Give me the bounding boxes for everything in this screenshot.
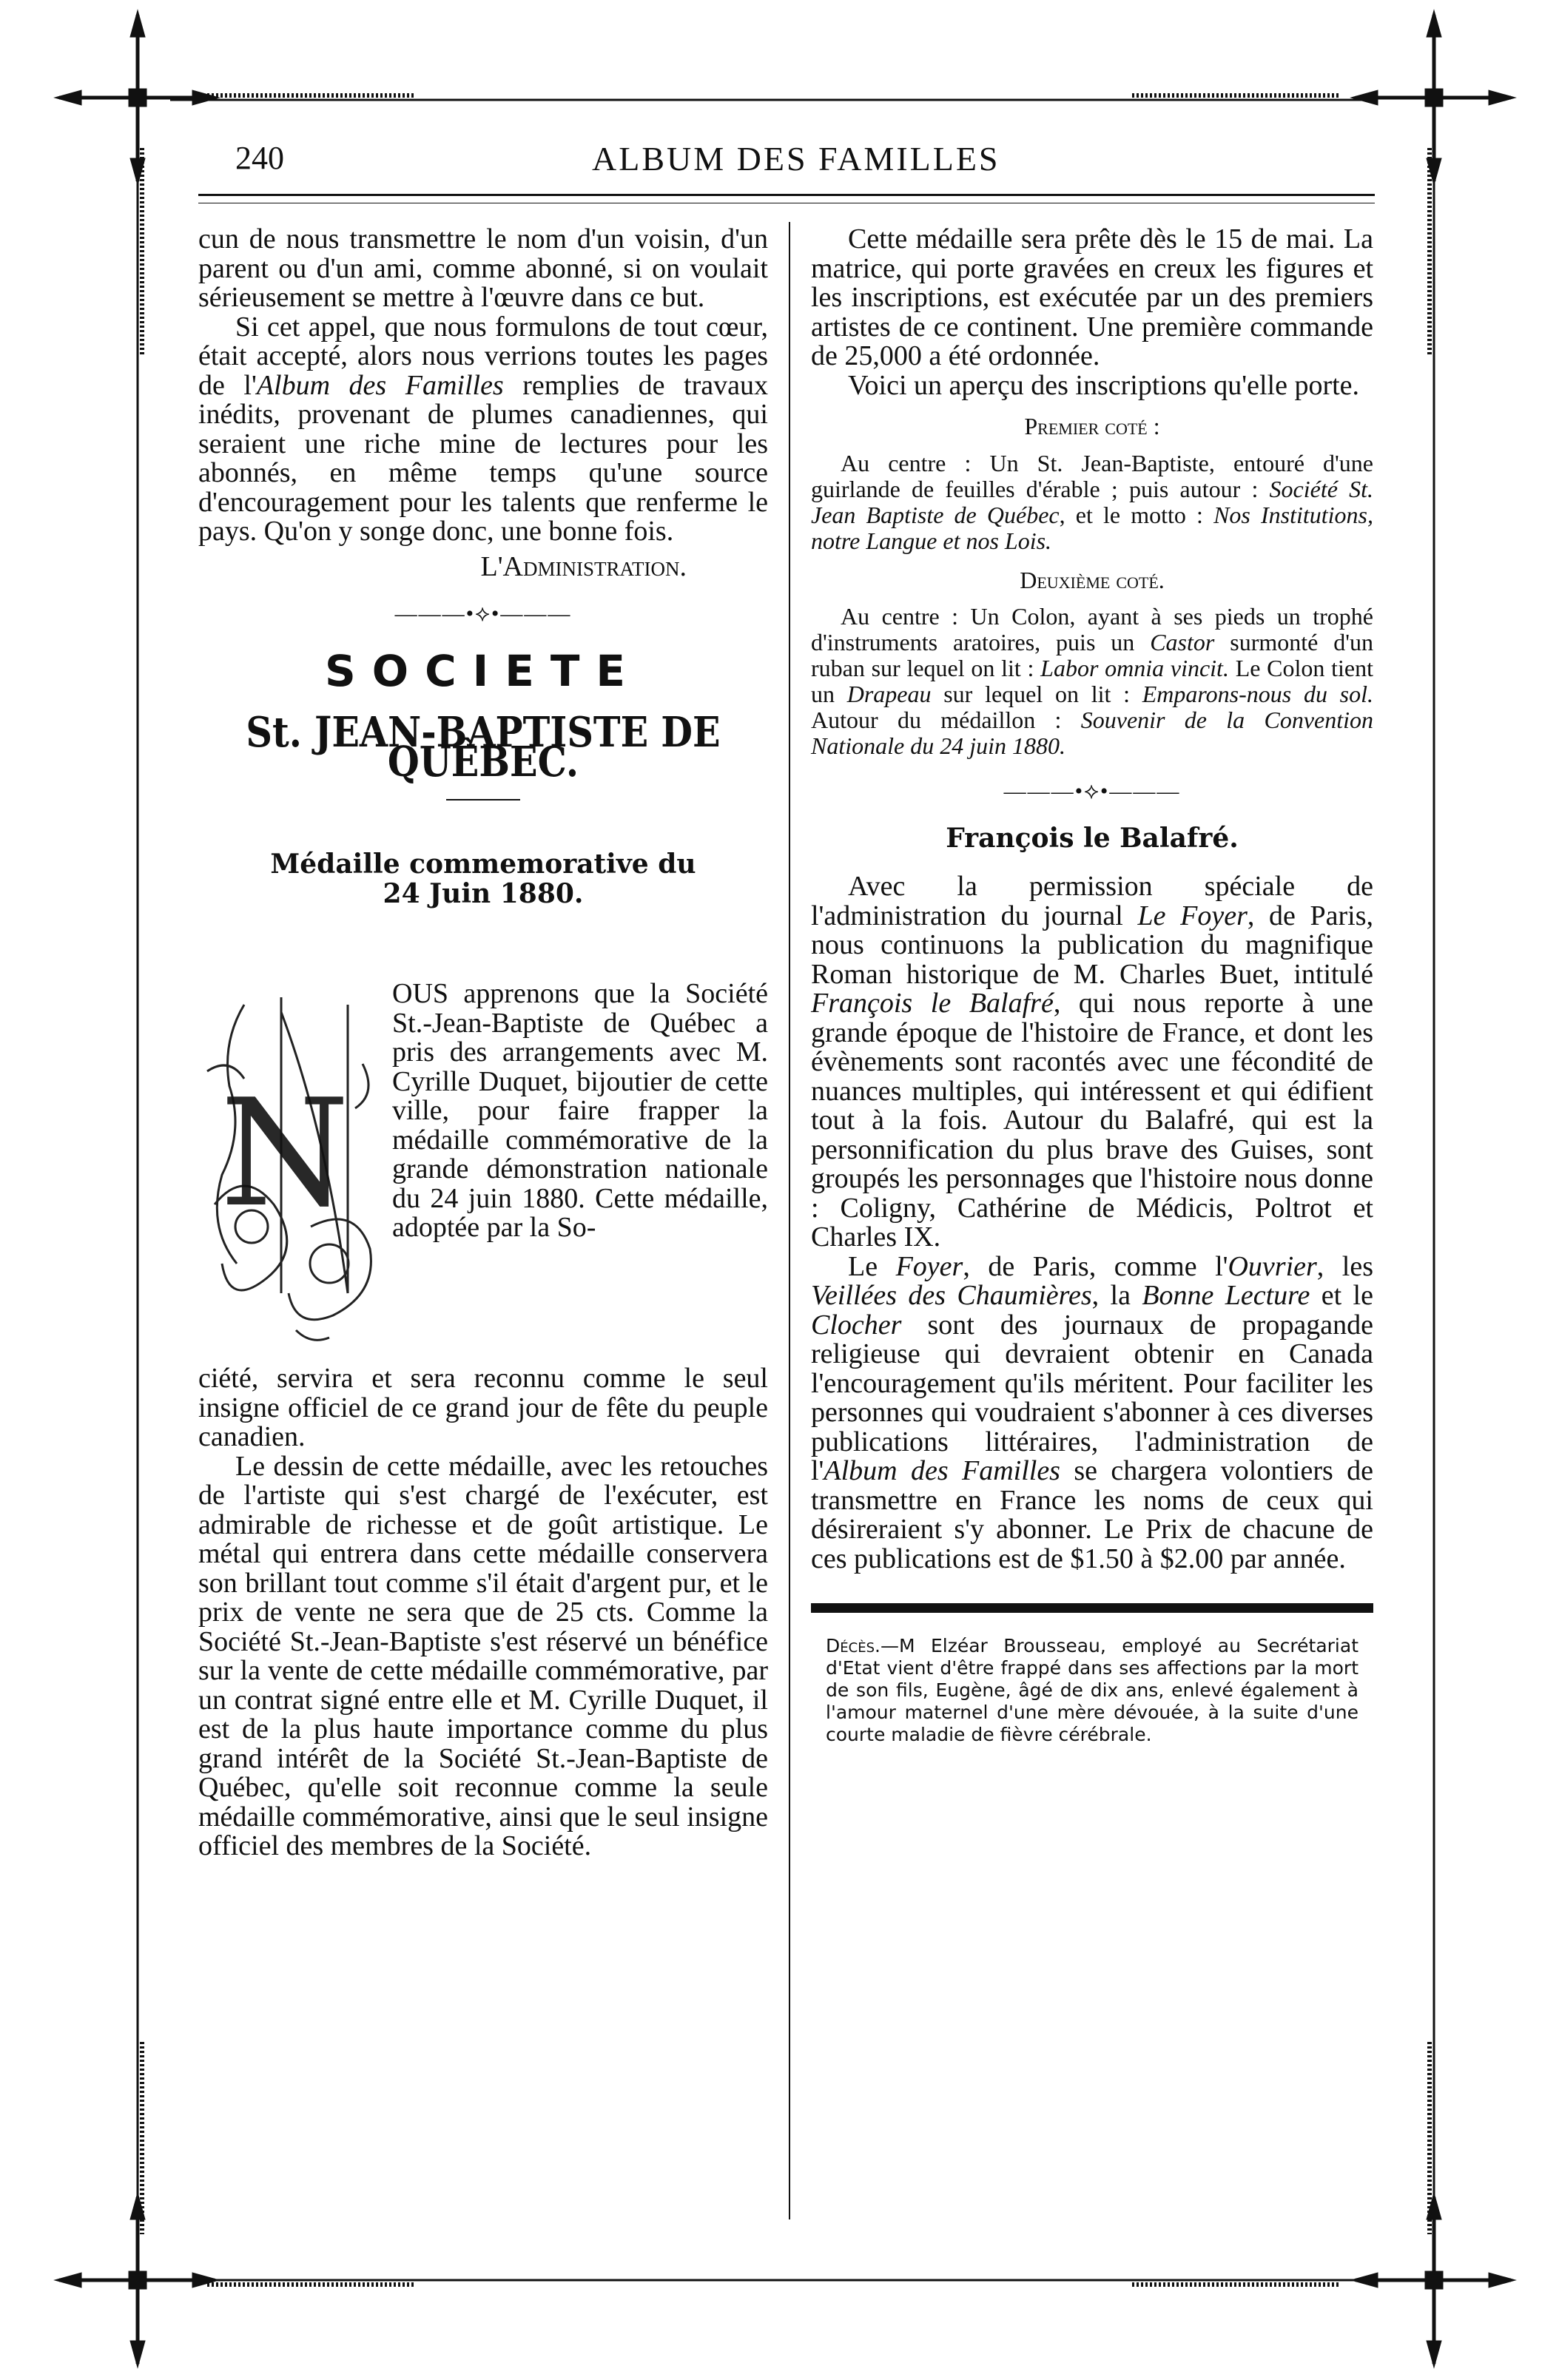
left-paragraph-1: cun de nous transmettre le nom d'un voisin, d'un parent ou d'un ami, comme abonné, si on voulait sérieusement se mettre à l'œuvre dans ce but. [198, 223, 768, 313]
obituary-notice: Décès.—M Elzéar Brousseau, employé au Secrétariat d'Etat vient d'être frappé dans ses affections par la mort de son fils, Eugène, âgé de dix ans, enlevé également à l'amour maternel d'une mère dévouée, à la suite d'une courte maladie de fièvre cérébrale. [826, 1635, 1358, 1745]
second-side-heading: Deuxième coté. [1020, 566, 1165, 593]
right-paragraph-2: Voici un aperçu des inscriptions qu'elle porte. [848, 369, 1360, 401]
right-paragraph-3: Avec la permission spéciale de l'administration du journal Le Foyer, de Paris, nous continuons la publication du magnifique Roman historique de M. Charles Buet, intitulé François le Balafré, qui nous reporte à une grande époque de l'histoire de France, et dont les évènements sont racontés avec une fécondité de nuances multiples, qui intéressent et qui édifient tout à la fois. Autour du Balafré, qui est la personnification du plus brave des Guises, sont groupés les personnages que l'histoire nous donne : Coligny, Cathérine de Médicis, Poltrot et Charles IX. [811, 871, 1374, 1253]
ornamental-divider-right: ———•⟡•——— [1003, 779, 1181, 803]
thick-rule [811, 1603, 1373, 1613]
ornamental-divider: ———•⟡•——— [394, 601, 572, 626]
column-separator [789, 222, 790, 2219]
right-paragraph-4: Le Foyer, de Paris, comme l'Ouvrier, les Veillées des Chaumières, la Bonne Lecture et le Clocher sont des journaux de propagande religieuse qui devraient obtenir en Canada l'encouragement qu'ils méritent. Pour faciliter les personnes qui voudraient s'abonner à ces diverses publications littéraires, l'administration de l'Album des Familles se chargera volontiers de transmettre en France les noms de ceux qui désireraient s'y abonner. Le Prix de chacune de ces publications est de $1.50 à $2.00 par année. [811, 1250, 1373, 1574]
header-rule [198, 194, 1375, 196]
left-paragraph-3: ciété, servira et sera reconnu comme le seul insigne officiel de ce grand jour de fête du peuple canadien. [198, 1363, 768, 1452]
society-title: SOCIETE [324, 645, 642, 696]
society-subtitle: St. JEAN-BAPTISTE DE QUÊBEC. [246, 708, 721, 786]
dropcap-block [198, 980, 768, 1364]
left-paragraph-4: Le dessin de cette médaille, avec les retouches de l'artiste qui s'est chargé de l'exécuter, est admirable de richesse et de goût artistique. Le métal qui entrera dans cette médaille conservera son brillant tout comme s'il était d'argent pur, et le prix de vente ne sera que de 25 cts. Comme la Société St.-Jean-Baptiste s'est réservé un bénéfice sur la vente de cette médaille commémorative, par un contrat signé entre elle et M. Cyrille Duquet, il est de la plus haute importance comme du plus grand intérêt de la Société St.-Jean-Baptiste de Québec, qu'elle soit reconnue comme la seule médaille commémorative, ainsi que le seul insigne officiel des membres de la Société. [198, 1450, 768, 1861]
page-number: 240 [235, 140, 284, 176]
administration-signature: L'Administration. [480, 550, 687, 582]
feature-heading: François le Balafré. [946, 822, 1239, 854]
running-title: ALBUM DES FAMILLES [592, 140, 1000, 178]
right-paragraph-1: Cette médaille sera prête dès le 15 de mai. La matrice, qui porte gravées en creux les figures et les inscriptions, est exécutée par un des premiers artistes de ce continent. Une première commande de 25,000 a été ordonnée. [811, 223, 1373, 371]
right-column [811, 225, 1373, 1746]
dropcap-paragraph: OUS apprenons que la Société St.-Jean-Baptiste de Québec a pris des arrangements avec M. Cyrille Duquet, bijoutier de cette ville, pour faire frapper la médaille commémorative de la grande démonstration nationale du 24 juin 1880. Cette médaille, adoptée par la So- [392, 978, 768, 1243]
medal-heading: Médaille commemorative du 24 Juin 1880. [270, 849, 696, 909]
second-side-inscription: Au centre : Un Colon, ayant à ses pieds un trophé d'instruments aratoires, puis un Castor surmonté d'un ruban sur lequel on lit : Labor omnia vincit. Le Colon tient un Drapeau sur lequel on lit : Emparons-nous du sol. Autour du médaillon : Souvenir de la Convention Nationale du 24 juin 1880. [811, 603, 1374, 759]
decorated-initial-n [200, 982, 385, 1352]
first-side-heading: Premier coté : [1024, 413, 1160, 439]
left-paragraph-2: Si cet appel, que nous formulons de tout cœur, était accepté, alors nous verrions toutes les pages de l'Album des Familles remplies de travaux inédits, provenant de plumes canadiennes, qui seraient une riche mine de lectures pour les abonnés, en même temps qu'une source d'encouragement pour les talents que renferme le pays. Qu'on y songe donc, une bonne fois. [198, 311, 768, 547]
first-side-inscription: Au centre : Un St. Jean-Baptiste, entouré d'une guirlande de feuilles d'érable ; puis autour : Société St. Jean Baptiste de Québec, et le motto : Nos Institutions, notre Langue et nos Lois. [811, 449, 1374, 554]
short-rule [446, 799, 520, 800]
svg-text:N: N [220, 1068, 350, 1240]
left-column [198, 225, 768, 1861]
